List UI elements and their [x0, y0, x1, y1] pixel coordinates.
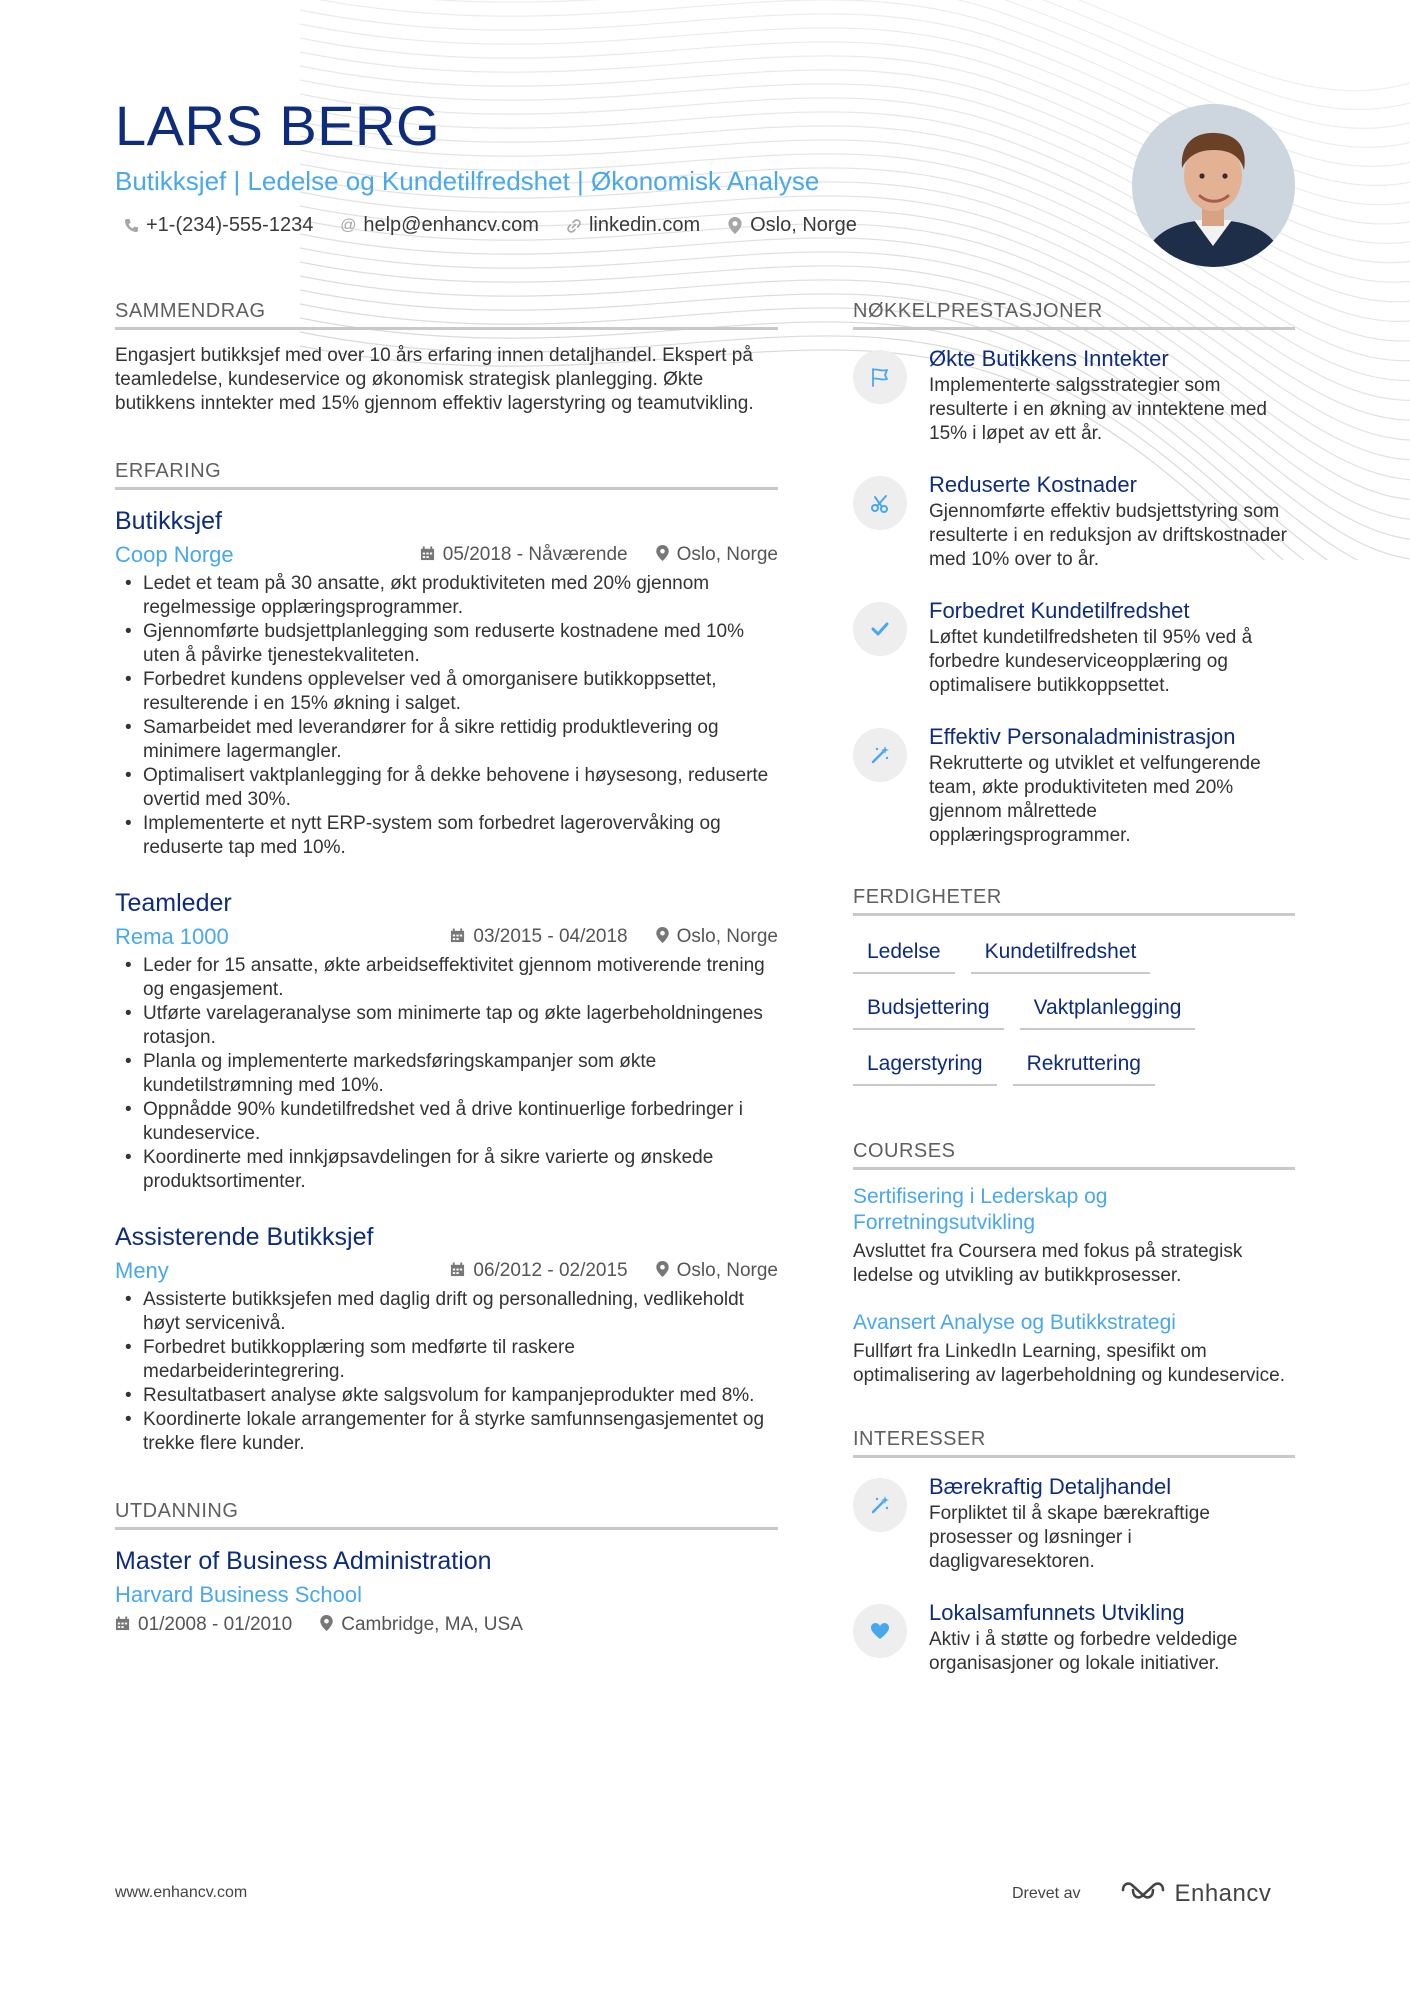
company-name: Meny [115, 1258, 169, 1283]
bullet-item: • Leder for 15 ansatte, økte arbeidseffektivitet gjennom motiverende trening og engasjement. [143, 954, 778, 1002]
skill-tag: Lagerstyring [853, 1048, 997, 1086]
job-bullets [115, 1288, 778, 1456]
profile-photo [1132, 104, 1295, 267]
job-dates: 03/2015 - 04/2018 [473, 926, 628, 947]
interest-item [853, 1472, 1295, 1574]
summary-section [115, 300, 778, 416]
location-pin-icon [656, 545, 669, 565]
bullet-item: • Koordinerte lokale arrangementer for å styrke samfunnsengasjementet og trekke flere kunder. [143, 1408, 778, 1456]
section-title-summary: SAMMENDRAG [115, 300, 778, 330]
education-section [115, 1500, 778, 1636]
achievement-item [853, 596, 1295, 698]
section-title-achievements: NØKKELPRESTASJONER [853, 300, 1295, 330]
section-title-experience: ERFARING [115, 460, 778, 490]
achievements-section [853, 300, 1295, 848]
calendar-icon [450, 928, 465, 947]
job-title: Teamleder [115, 889, 232, 917]
course-desc: Fullført fra LinkedIn Learning, spesifikt om optimalisering av lagerbeholdning og kundeservice. [853, 1341, 1285, 1386]
bullet-item: • Utførte varelageranalyse som minimerte tap og økte lagerbeholdningenes rotasjon. [143, 1002, 778, 1050]
at-icon: @ [340, 216, 357, 234]
job-entry [115, 886, 778, 1194]
bullet-item: • Forbedret butikkopplæring som medførte til raskere medarbeiderintegrering. [143, 1336, 778, 1384]
email-contact[interactable] [339, 214, 539, 237]
achievement-title: Økte Butikkens Inntekter [929, 346, 1169, 371]
enhancv-logo-icon [1120, 1878, 1166, 1909]
company-name: Coop Norge [115, 542, 234, 567]
job-bullets [115, 954, 778, 1194]
interest-title: Lokalsamfunnets Utvikling [929, 1600, 1185, 1625]
job-location: Oslo, Norge [676, 1260, 778, 1281]
phone-icon [122, 218, 140, 233]
summary-text: Engasjert butikksjef med over 10 års erfaring innen detaljhandel. Ekspert på teamledelse, kundeservice og økonomisk strategisk planlegging. Økte butikkens inntekter med 15% gjennom effektiv lagerstyring og teamutvikling. [115, 345, 754, 414]
link-icon [565, 218, 583, 234]
bullet-item: • Optimalisert vaktplanlegging for å dekke behovene i høysesong, reduserte overtid med 30%. [143, 764, 778, 812]
job-dates: 05/2018 - Nåværende [442, 544, 628, 565]
phone-number: +1-(234)-555-1234 [146, 214, 314, 236]
job-title: Butikksjef [115, 507, 222, 535]
calendar-icon [115, 1616, 130, 1635]
skill-tag: Vaktplanlegging [1020, 992, 1196, 1030]
interest-item [853, 1598, 1295, 1676]
course-title: Avansert Analyse og Butikkstrategi [853, 1311, 1176, 1334]
achievement-desc: Implementerte salgsstrategier som resulterte i en økning av inntektene med 15% i løpet av ett år. [929, 375, 1267, 444]
education-location: Cambridge, MA, USA [341, 1614, 523, 1635]
section-title-skills: FERDIGHETER [853, 886, 1295, 916]
achievement-title: Reduserte Kostnader [929, 472, 1137, 497]
achievement-title: Effektiv Personaladministrasjon [929, 724, 1236, 749]
brand-name: Enhancv [1174, 1879, 1272, 1907]
bullet-item: • Implementerte et nytt ERP-system som forbedret lagerovervåking og reduserte tap med 10%. [143, 812, 778, 860]
section-title-interests: INTERESSER [853, 1428, 1295, 1458]
calendar-icon [420, 546, 435, 565]
headline: Butikksjef | Ledelse og Kundetilfredshet | Økonomisk Analyse [115, 166, 820, 196]
degree-title: Master of Business Administration [115, 1547, 492, 1575]
job-entry [115, 1220, 778, 1456]
courses-section [853, 1140, 1295, 1388]
magic-wand-icon [853, 728, 907, 782]
achievement-item [853, 470, 1295, 572]
job-bullets [115, 572, 778, 860]
location-pin-icon [726, 217, 744, 234]
bullet-item: • Assisterte butikksjefen med daglig drift og personalledning, vedlikeholdt høyt servicenivå. [143, 1288, 778, 1336]
bullet-item: • Gjennomførte budsjettplanlegging som reduserte kostnadene med 10% uten å påvirke tjenestekvaliteten. [143, 620, 778, 668]
job-location: Oslo, Norge [676, 926, 778, 947]
school-name: Harvard Business School [115, 1582, 363, 1607]
skill-tag: Rekruttering [1013, 1048, 1155, 1086]
education-dates: 01/2008 - 01/2010 [138, 1614, 293, 1635]
heart-icon [853, 1604, 907, 1658]
bullet-item: • Planla og implementerte markedsføringskampanjer som økte kundetilstrømning med 10%. [143, 1050, 778, 1098]
bullet-item: • Resultatbasert analyse økte salgsvolum for kampanjeprodukter med 8%. [143, 1384, 778, 1408]
company-name: Rema 1000 [115, 924, 229, 949]
bullet-item: • Koordinerte med innkjøpsavdelingen for å sikre varierte og ønskede produktsortimenter. [143, 1146, 778, 1194]
achievement-title: Forbedret Kundetilfredshet [929, 598, 1190, 623]
candidate-name: LARS BERG [115, 94, 441, 157]
linkedin-contact[interactable] [565, 214, 700, 237]
skill-tag: Ledelse [853, 936, 955, 974]
footer-website[interactable]: www.enhancv.com [115, 1884, 248, 1901]
course-item [853, 1310, 1295, 1388]
achievement-desc: Løftet kundetilfredsheten til 95% ved å forbedre kundeserviceopplæring og optimalisere butikkoppsettet. [929, 627, 1253, 696]
location-pin-icon [656, 1261, 669, 1281]
experience-section [115, 460, 778, 1456]
calendar-icon [450, 1262, 465, 1281]
left-column [115, 300, 778, 1636]
achievement-item [853, 722, 1295, 848]
location-contact [726, 214, 857, 237]
skill-tag: Kundetilfredshet [971, 936, 1151, 974]
bullet-item: • Oppnådde 90% kundetilfredshet ved å drive kontinuerlige forbedringer i kundeservice. [143, 1098, 778, 1146]
phone-contact[interactable] [122, 214, 313, 237]
location-pin-icon [320, 1615, 333, 1635]
section-title-courses: COURSES [853, 1140, 1295, 1170]
location-text: Oslo, Norge [750, 214, 857, 236]
powered-by-label: Drevet av [1012, 1884, 1081, 1902]
scissors-icon [853, 476, 907, 530]
email-address: help@enhancv.com [363, 214, 539, 236]
job-location: Oslo, Norge [676, 544, 778, 565]
flag-icon [853, 350, 907, 404]
course-item [853, 1184, 1295, 1288]
achievement-desc: Rekrutterte og utviklet et velfungerende team, økte produktiviteten med 20% gjennom målrettede opplæringsprogrammer. [929, 753, 1261, 846]
bullet-item: • Ledet et team på 30 ansatte, økt produktiviteten med 20% gjennom regelmessige opplæringsprogrammer. [143, 572, 778, 620]
interest-title: Bærekraftig Detaljhandel [929, 1474, 1172, 1499]
brand-logo[interactable] [1120, 1878, 1271, 1909]
achievement-desc: Gjennomførte effektiv budsjettstyring som resulterte i en reduksjon av driftskostnader med 10% over to år. [929, 501, 1288, 570]
skills-section [853, 886, 1295, 1086]
job-title: Assisterende Butikksjef [115, 1223, 374, 1251]
course-title: Sertifisering i Lederskap og Forretningsutvikling [853, 1185, 1108, 1234]
skills-list [853, 930, 1295, 1086]
right-column [853, 300, 1295, 1700]
interest-desc: Forpliktet til å skape bærekraftige prosesser og løsninger i dagligvaresektoren. [929, 1503, 1210, 1572]
course-desc: Avsluttet fra Coursera med fokus på strategisk ledelse og utvikling av butikkprosesser. [853, 1241, 1243, 1286]
skill-tag: Budsjettering [853, 992, 1004, 1030]
magic-wand-icon [853, 1478, 907, 1532]
location-pin-icon [656, 927, 669, 947]
contact-bar [122, 214, 857, 237]
footer-branding [1012, 1878, 1271, 1909]
bullet-item: • Forbedret kundens opplevelser ved å omorganisere butikkoppsettet, resulterende i en 15% økning i salget. [143, 668, 778, 716]
check-icon [853, 602, 907, 656]
job-entry [115, 504, 778, 860]
bullet-item: • Samarbeidet med leverandører for å sikre rettidig produktlevering og minimere lagermangler. [143, 716, 778, 764]
linkedin-url: linkedin.com [588, 214, 701, 236]
job-dates: 06/2012 - 02/2015 [473, 1260, 628, 1281]
interests-section [853, 1428, 1295, 1676]
achievement-item [853, 344, 1295, 446]
section-title-education: UTDANNING [115, 1500, 778, 1530]
interest-desc: Aktiv i å støtte og forbedre veldedige organisasjoner og lokale initiativer. [929, 1629, 1238, 1674]
